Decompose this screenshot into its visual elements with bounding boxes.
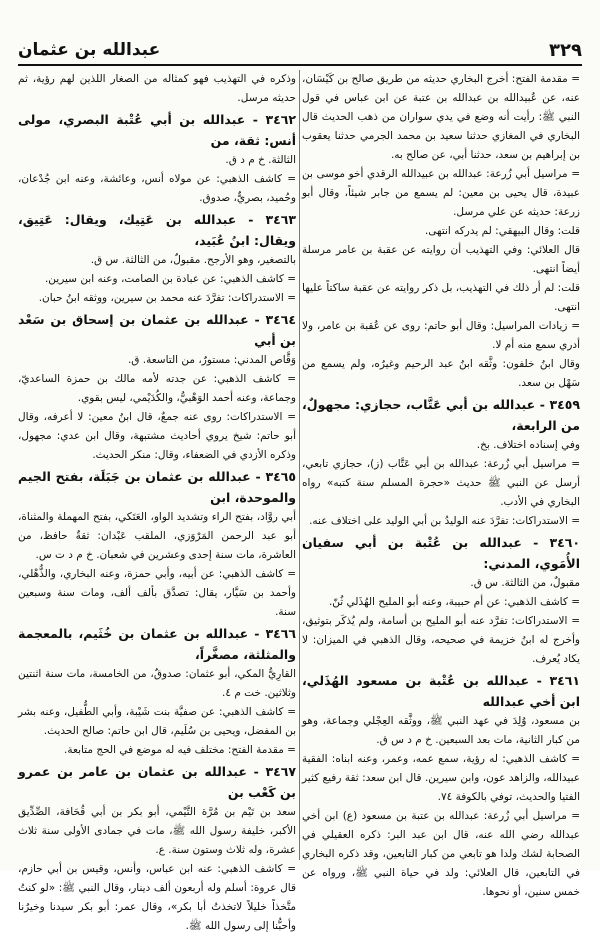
text-paragraph: وقال ابنُ خلفون: وثَّقه ابنُ عبد الرحيم وغيرُه، ولم يسمع من سَهْل بن سعد. <box>302 358 580 389</box>
text-paragraph: قلت: وقال البيهقي: لم يدركه انتهى. <box>424 225 580 237</box>
running-title: عبدالله بن عثمان <box>18 40 161 60</box>
text-paragraph: الثالثة. خ م د ق. <box>225 154 296 166</box>
text-paragraph: = الاستدراكات: روى عنه جمعٌ، قال ابنُ معين: لا أعرفه، وقال أبو حاتم: شيخ يروي أحاديث مشتبهة، وقال ابن عدي: مجهول، وذكره الأزدي في الضعفاء، وقال: منكر الحديث. <box>18 411 296 461</box>
entry-heading: ٣٤٦٧ - عبدالله بن عثمان بن عامر بن عمرو بن كَعْب بن <box>18 764 296 800</box>
text-paragraph: = مقدمة الفتح: مختلف فيه له موضع في الحج متابعة. <box>64 744 296 756</box>
text-paragraph: مقبولٌ، من الثالثة. س ق. <box>470 577 580 589</box>
page-number: ٣٢٩ <box>549 40 582 61</box>
text-paragraph: = كاشف الذهبي: عنه ابن عباس، وأنس، وقيس بن أبي حازم، قال عروة: أسلم وله أربعون ألف دينار، وقال النبي ﷺ: «لو كنتُ متَّخذاً خليلاً لاتخذتُ أبا بكر»، وقال عمر: أبو بكر سيدنا وخيرُنا وأحبُّنا إلى رسول الله ﷺ. <box>18 863 296 932</box>
text-paragraph: وفي إسناده اختلاف. بخ. <box>476 439 580 451</box>
entry-heading: ٣٤٦١ - عبدالله بن عُتْبة بن مسعود الهُذَلي، ابن أخي عبدالله <box>302 673 580 709</box>
text-paragraph: = الاستدراكات: تفرَّد عنه أبو المليح بن أسامة، ولم يُذكَر بتوثيق، وأخرج له ابنُ خزيمة في صحيحه، وقال الذهبي في الميزان: لا يكاد يُعرف. <box>302 615 580 665</box>
text-paragraph: = مراسيل أبي زُرعة: عبدالله بن عتبة بن مسعود (ع) ابن أخي عبدالله رضي الله عنه، قال ابن عبد البر: ذكره العقيلي في الصحابة لشك ولدا هو تابعي من كبار التابعين، وقد ذكره البخاري في التابعين، قال العلائي: ولد في حياة النبي ﷺ، ورواه عن خمس سنين، أو نحوها. <box>302 810 580 898</box>
text-paragraph: = كاشف الذهبي: عن صفيَّة بنت شَيْبة، وأبي الطُّفيل، وعنه بشر بن المفضل، ويحيى بن سُلَيم، قال ابن حاتم: صالح الحديث. <box>18 706 296 737</box>
entry-heading: ٣٤٦٥ - عبدالله بن عثمان بن جَبَلَة، بفتح الجيم والموحدة، ابن <box>18 469 296 505</box>
text-paragraph: = زيادات المراسيل: وقال أبو حاتم: روى عن عُقبة بن عامر، ولا أدري سمع منه أم لا. <box>302 320 580 351</box>
text-paragraph: = كاشف الذهبي: عن مولاه أنس، وعائشة، وعنه ابن جُدْعان، وحُميد، بصريٌّ، صدوق. <box>18 173 296 204</box>
left-column <box>18 70 296 932</box>
column-separator <box>299 70 300 860</box>
entry-heading: ٣٤٦٢ - عبدالله بن أبي عُتْبة البصري، مولى أنس: ثقة، من <box>18 112 296 148</box>
text-paragraph: أبي روَّاد، بفتح الراء وتشديد الواو، العَتَكي، بفتح المهملة والمثناة، أبو عبد الرحمن المَرْوَزي، الملقب عَبْدان: ثقةٌ حافظ، من العاشرة، مات سنة إحدى وعشرين في شعبان. خ م د ت س. <box>18 511 296 561</box>
entry-heading: ٣٤٦٤ - عبدالله بن عثمان بن إسحاق بن سَعْد بن أبي <box>18 312 296 348</box>
text-paragraph: = كاشف الذهبي: عن جدته لأمه مالك بن حمزة الساعديّ، وجماعة، وعنه أحمد الوَهْبيُّ، والكُدَيْمي، ليس بقوي. <box>18 373 296 404</box>
text-paragraph: قلت: لم أر ذلك في التهذيب، بل ذكر روايته عن عقبة ساكتاً عليها انتهى. <box>302 282 580 313</box>
entry-heading: ٣٤٦٣ - عبدالله بن عَتِيك، ويقال: عَتِيق، ويقال: ابنُ عُبَيد، <box>18 212 296 248</box>
text-paragraph: وَقَّاص المدني: مستورٌ، من التاسعة. ق. <box>127 354 296 366</box>
text-paragraph: = مقدمة الفتح: أخرج البخاري حديثه من طريق صالح بن كَيْسَان، عنه، عن عُبيدالله بن عبدالله بن عتبة عن ابن عباس في قول النبي ﷺ: رأيت أنه وضع في يدي سواران من ذهب الحديث قال البخاري في المغازي حدثنا سعيد بن محمد الجرمي حدثنا يعقوب بن إبراهيم بن سعد، حدثنا أبي، عن صالح به. <box>302 73 580 161</box>
text-paragraph: بن مسعود، وُلِدَ في عهد النبي ﷺ، ووثَّقه العِجْلي وجماعة، وهو من كبار الثانية، مات بعد السبعين. خ م د س ق. <box>302 715 580 746</box>
text-paragraph: = كاشف الذهبي: عن أم حبيبة، وعنه أبو المليح الهُذَلي ثُنّ. <box>328 596 580 608</box>
text-paragraph: = كاشف الذهبي: عن أبيه، وأبي حمزة، وعنه البخاري، والذُّهْلي، وأحمد بن سَيَّار، يقال: تصدَّق بألف ألف، ومات سنة وسبعين سنة. <box>18 568 296 618</box>
text-paragraph: بالتصغير، وهو الأرجح. مقبولٌ، من الثالثة. س ق. <box>90 254 296 266</box>
text-paragraph: وذكره في التهذيب فهو كمثاله من الصغار اللذين لهم رؤية، ثم حديثه مرسل. <box>18 73 296 104</box>
text-paragraph: = مراسيل أبي زُرعة: عبدالله بن عبيدالله الرقدي أخو موسى بن عبيدة، قال يحيى بن معين: لم يسمع من جابر شيئاً، وقال أبو زرعة: حديثه عن علي مرسل. <box>302 168 580 218</box>
text-paragraph: = مراسيل أبي زُرعة: عبدالله بن أبي عَتَّاب (ز)، حجازي تابعي، أرسل عن النبي ﷺ حديث «حجرة المسلم سنة كتبه» رواه البخاري في الأدب. <box>302 458 580 508</box>
text-paragraph: سعد بن تَيْم بن مُرَّة التَّيْمي، أبو بكر بن أبي قُحَافة، الصِّدِّيق الأكبر، خليفة رسول الله ﷺ، مات في جمادى الأولى سنة ثلاث عشرة، وله ثلاث وستون سنة. ع. <box>18 806 296 856</box>
text-paragraph: قال العلائي: وفي التهذيب أن روايته عن عقبة بن عامر مرسلة أيضاً انتهى. <box>302 244 580 275</box>
entry-heading: ٣٤٥٩ - عبدالله بن أبي عَتَّاب، حجازي: مجهولٌ، من الرابعة، <box>302 397 580 433</box>
entry-heading: ٣٤٦٠ - عبدالله بن عُتْبة بن أبي سفيان الأُمَوي، المدني: <box>302 535 580 571</box>
text-paragraph: = الاستدراكات: تفرَّدَ عنه الوليدُ بن أبي الوليد على اختلاف عنه. <box>309 515 580 527</box>
text-paragraph: = الاستدراكات: تفرَّدَ عنه محمد بن سيرين، ووثقه ابنُ حبان. <box>38 292 296 304</box>
text-paragraph: القارِيُّ المكي، أبو عثمان: صدوقٌ، من الخامسة، مات سنة اثنتين وثلاثين. خت م ٤. <box>18 668 296 699</box>
running-header <box>18 40 582 66</box>
entry-heading: ٣٤٦٦ - عبدالله بن عثمان بن خُثَيم، بالمعجمة والمثلثة، مصغَّراً، <box>18 626 296 662</box>
header-rule <box>18 64 582 66</box>
right-column <box>302 70 580 898</box>
text-paragraph: = كاشف الذهبي: عن عبادة بن الصامت، وعنه ابن سيرين. <box>44 273 296 285</box>
text-paragraph: = كاشف الذهبي: له رؤية، سمع عمه، وعمر، وعنه ابناه: الفقية عبيدالله، والزاهد عون، وابن سيرين. قال ابن سعد: ثقة رفيع كثير الفتيا والحديث، توفي بالكوفة ٧٤. <box>302 753 580 803</box>
